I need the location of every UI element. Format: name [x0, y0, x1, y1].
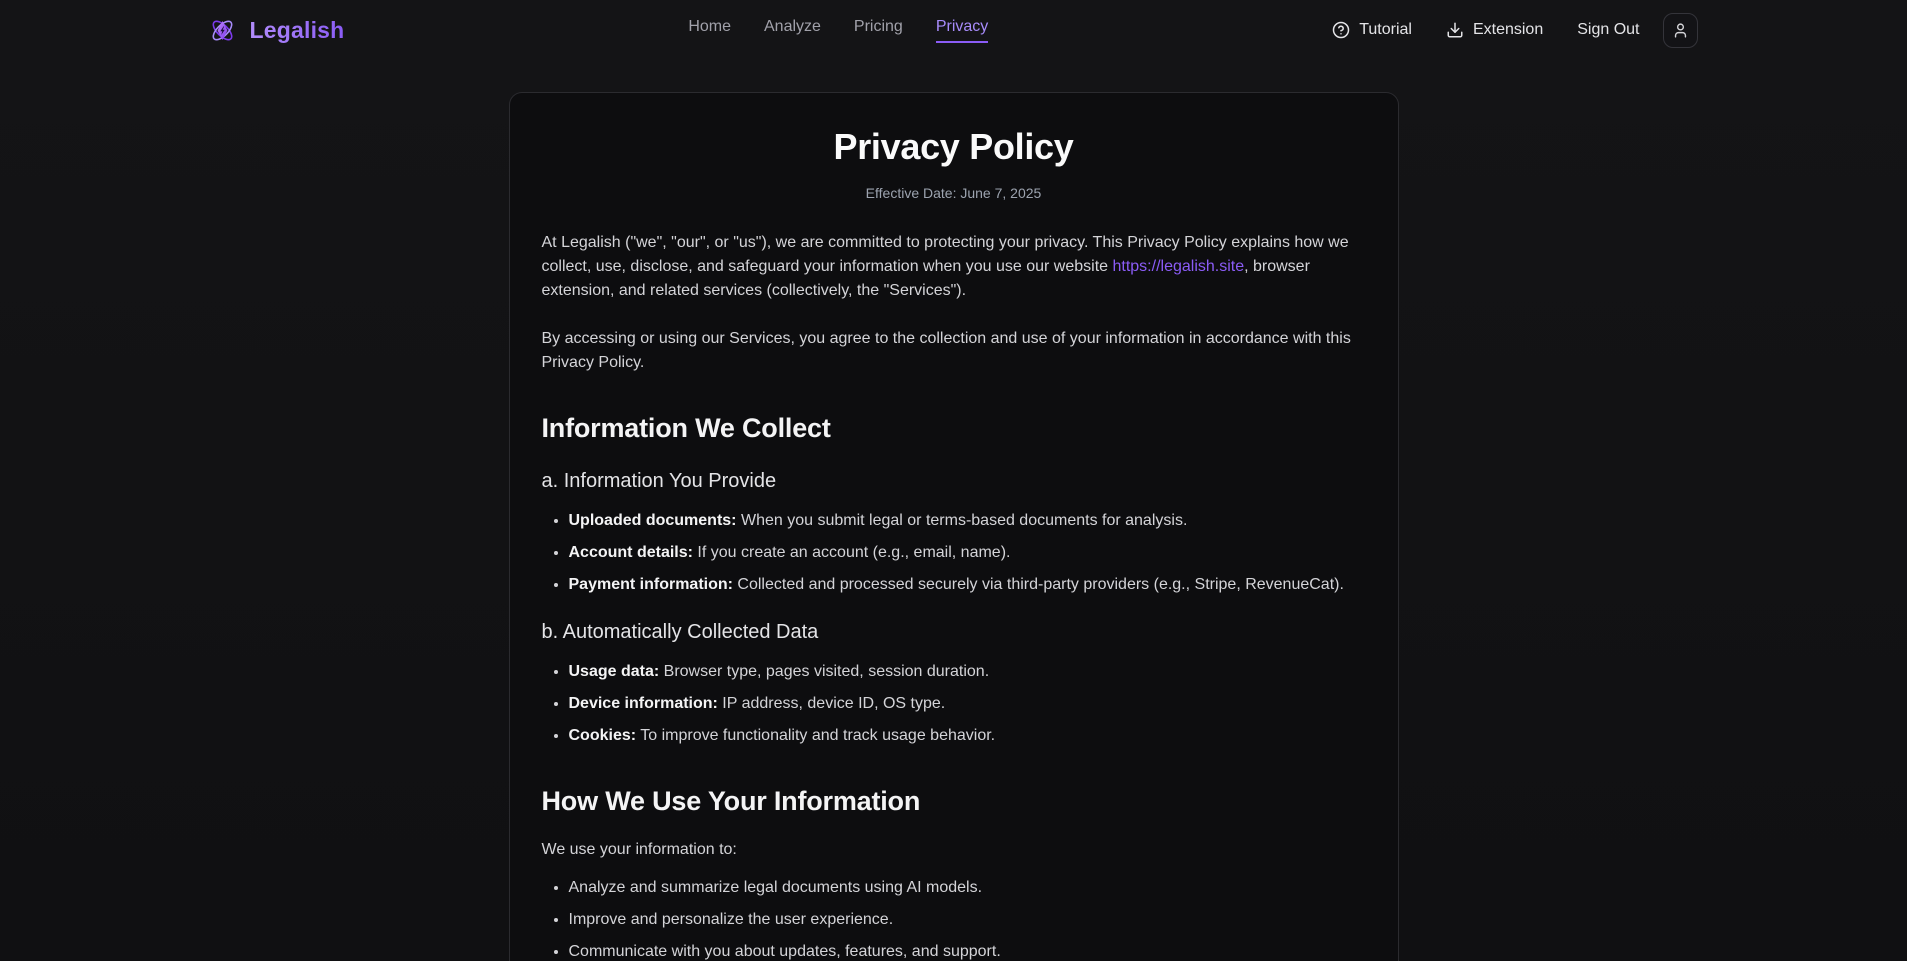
list-item-text: Collected and processed securely via third-party providers (e.g., Stripe, RevenueCat).: [732, 576, 1344, 594]
atom-bolt-icon: [209, 17, 236, 44]
list-item: [569, 908, 1366, 932]
extension-button[interactable]: [1446, 21, 1543, 39]
intro-1-pre: At Legalish ("we", "our", or "us"), we are committed to protecting your privacy. This Privacy Policy explains how we collect, use, disclose, and safeguard your information when you use our website: [541, 234, 1349, 276]
account-button[interactable]: [1663, 13, 1698, 48]
nav-item-analyze[interactable]: Analyze: [764, 17, 821, 35]
list-item-term: Device information:: [568, 695, 718, 713]
list-item-term: Cookies:: [568, 727, 637, 745]
subsection-heading-information-you-provide: a. Information You Provide: [541, 470, 777, 493]
download-icon: [1446, 21, 1464, 39]
header-actions: [1332, 13, 1698, 48]
list-item: [569, 724, 1366, 748]
intro-paragraph-2: By accessing or using our Services, you agree to the collection and use of your information in accordance with this Privacy Policy.: [541, 330, 1351, 372]
list-item-term: Uploaded documents:: [568, 512, 737, 530]
top-navigation-bar: [0, 0, 1907, 60]
list-item: [569, 509, 1366, 533]
list-item: [569, 541, 1366, 565]
list-item-term: Payment information:: [568, 576, 733, 594]
section-heading-how-we-use-your-information: How We Use Your Information: [541, 786, 921, 817]
list-item: [569, 573, 1366, 597]
list-item: [569, 876, 1366, 900]
list-item: [569, 940, 1366, 961]
section-lead: We use your information to:: [541, 841, 737, 859]
intro-1-post: , browser extension, and related services (collectively, the "Services").: [541, 258, 1310, 300]
sign-out-label: Sign Out: [1577, 21, 1640, 38]
brand-name: Legalish: [249, 16, 345, 43]
intro-paragraph-1: [542, 231, 1366, 303]
nav-item-pricing[interactable]: Pricing: [853, 17, 903, 35]
nav-item-home[interactable]: Home: [688, 17, 731, 35]
list-automatically-collected-data: [542, 660, 1366, 748]
site-link[interactable]: https://legalish.site: [1112, 258, 1245, 276]
subsection-heading-automatically-collected-data: b. Automatically Collected Data: [541, 621, 819, 644]
list-item-text: Browser type, pages visited, session duration.: [659, 663, 990, 681]
nav-item-privacy[interactable]: Privacy: [936, 18, 988, 43]
tutorial-button[interactable]: [1332, 21, 1412, 39]
list-information-you-provide: [542, 509, 1366, 597]
effective-date: Effective Date: June 7, 2025: [865, 185, 1042, 202]
list-item-text: Communicate with you about updates, features, and support.: [568, 943, 1001, 961]
list-item-text: If you create an account (e.g., email, name).: [692, 544, 1011, 562]
extension-label: Extension: [1472, 21, 1544, 38]
list-item-text: To improve functionality and track usage behavior.: [636, 727, 996, 745]
main-nav: [688, 18, 988, 43]
list-item-text: Analyze and summarize legal documents using AI models.: [568, 879, 983, 897]
tutorial-label: Tutorial: [1359, 21, 1412, 38]
list-item: [569, 660, 1366, 684]
list-item-term: Usage data:: [568, 663, 660, 681]
section-heading-information-we-collect: Information We Collect: [541, 413, 831, 444]
privacy-policy-card: [509, 92, 1399, 961]
policy-body: [542, 231, 1366, 961]
list-item-text: When you submit legal or terms-based documents for analysis.: [736, 512, 1188, 530]
page-title: Privacy Policy: [833, 126, 1074, 167]
help-circle-icon: [1332, 21, 1350, 39]
brand-logo[interactable]: [209, 17, 345, 44]
list-item-text: Improve and personalize the user experience.: [568, 911, 894, 929]
list-item-term: Account details:: [568, 544, 693, 562]
sign-out-button[interactable]: [1577, 21, 1639, 39]
main-content: [0, 92, 1907, 961]
list-item-text: IP address, device ID, OS type.: [717, 695, 946, 713]
list-item: [569, 692, 1366, 716]
user-icon: [1672, 22, 1689, 39]
list-how-we-use-information: [542, 876, 1366, 961]
